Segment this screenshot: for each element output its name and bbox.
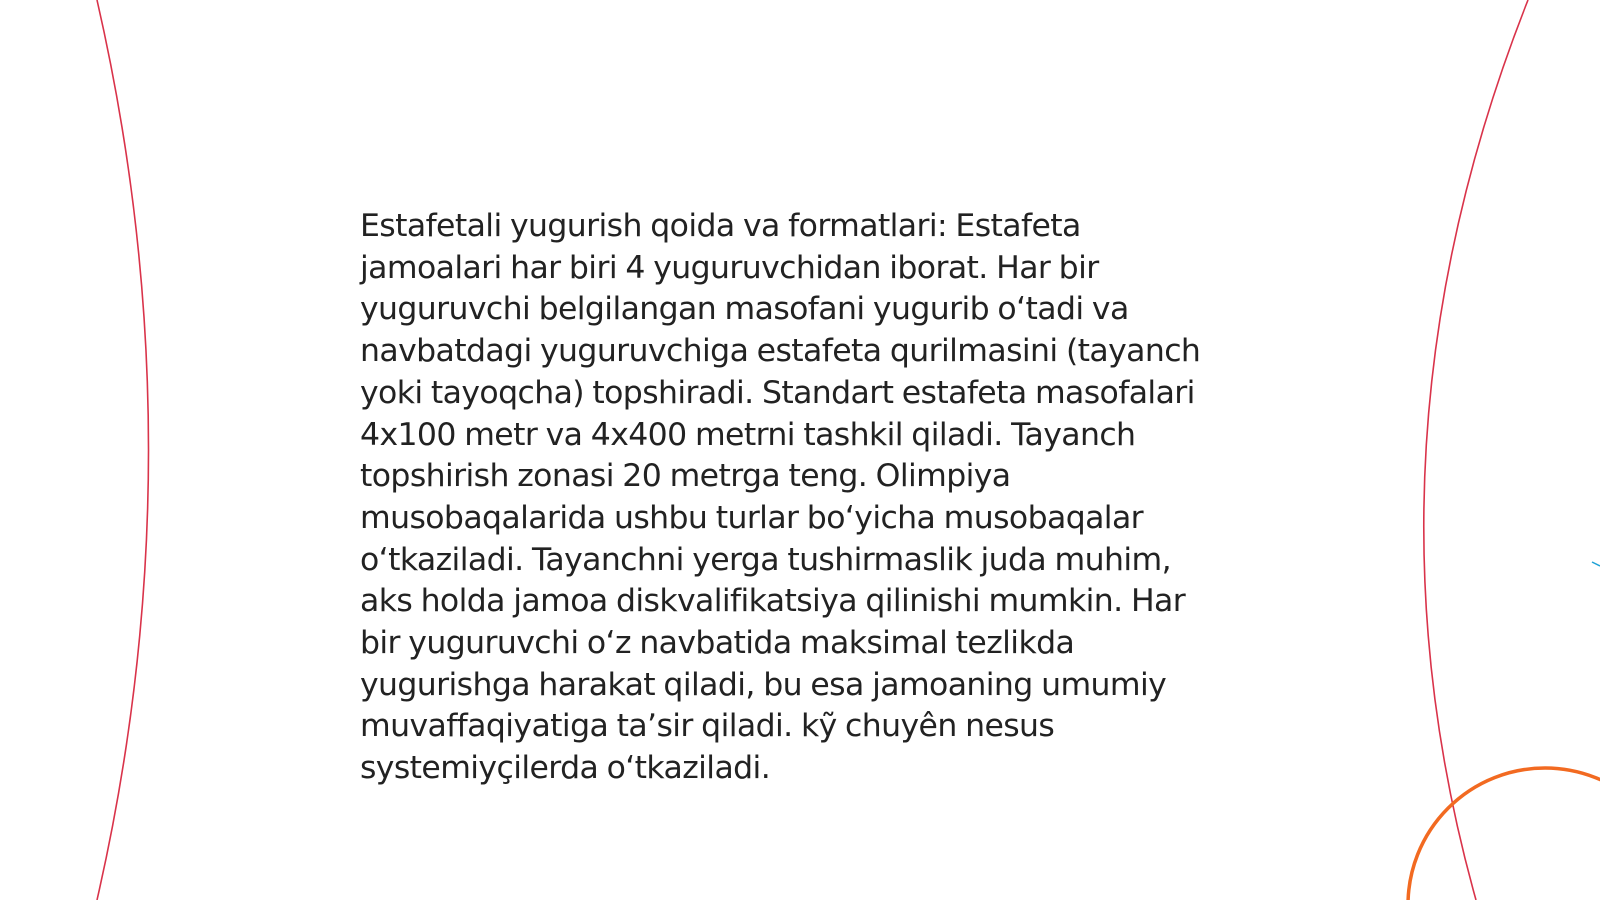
right-curve-line xyxy=(1424,0,1528,900)
blue-accent-mark xyxy=(1592,562,1600,566)
left-curve-line xyxy=(97,0,149,900)
orange-circle-outline xyxy=(1408,768,1600,900)
body-text: Estafetali yugurish qoida va formatlari: Estafeta jamoalari har biri 4 yuguruvchidan iborat. Har bir yuguruvchi belgilangan masofani yugurib oʻtadi va navbatdagi yuguruvchiga estafeta qurilmasini (tayanch yoki tayoqcha) topshiradi. Standart estafeta masofalari 4x100 metr va 4x400 metrni tashkil qiladi. Tayanch topshirish zonasi 20 metrga teng. Olimpiya musobaqalarida ushbu turlar boʻyicha musobaqalar oʻtkaziladi. Tayanchni yerga tushirmaslik juda muhim, aks holda jamoa diskvalifikatsiya qilinishi mumkin. Har bir yuguruvchi oʻz navbatida maksimal tezlikda yugurishga harakat qiladi, bu esa jamoaning umumiy muvaffaqiyatiga taʼsir qiladi. kỹ chuyên nesus systemiyçilerda oʻtkaziladi. xyxy=(360,208,1201,787)
